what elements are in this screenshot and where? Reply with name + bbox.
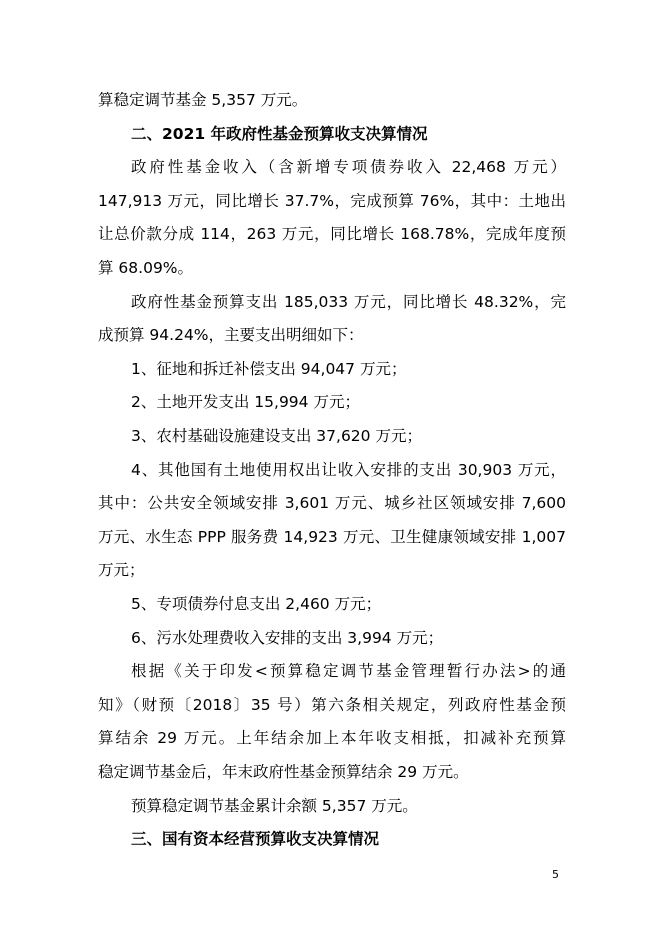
- list-item: 1、征地和拆迁补偿支出 94,047 万元；: [131, 360, 407, 378]
- paragraph-line: 万元；: [98, 561, 145, 579]
- list-item: 2、土地开发支出 15,994 万元；: [131, 393, 360, 411]
- page-number: 5: [552, 868, 559, 881]
- paragraph-line: 147,913 万元，同比增长 37.7%，完成预算 76%，其中：土地出: [98, 192, 566, 210]
- paragraph-line: 政府性基金收入（含新增专项债券收入 22,468 万元）: [131, 158, 566, 176]
- paragraph-line: 算稳定调节基金 5,357 万元。: [98, 91, 308, 109]
- section-heading: 三、国有资本经营预算收支决算情况: [131, 830, 380, 848]
- section-heading: 二、2021 年政府性基金预算收支决算情况: [131, 125, 428, 143]
- paragraph-line: 让总价款分成 114，263 万元，同比增长 168.78%，完成年度预: [98, 225, 566, 243]
- paragraph-line: 根据《关于印发<预算稳定调节基金管理暂行办法>的通: [131, 662, 566, 680]
- paragraph-line: 预算稳定调节基金累计余额 5,357 万元。: [131, 797, 418, 815]
- paragraph-line: 知》（财预〔2018〕35 号）第六条相关规定，列政府性基金预: [98, 696, 566, 714]
- paragraph-line: 政府性基金预算支出 185,033 万元，同比增长 48.32%，完: [131, 293, 566, 311]
- paragraph-line: 其中：公共安全领域安排 3,601 万元、城乡社区领域安排 7,600: [98, 494, 566, 512]
- list-item: 4、其他国有土地使用权出让收入安排的支出 30,903 万元，: [131, 461, 566, 479]
- paragraph-line: 万元、水生态 PPP 服务费 14,923 万元、卫生健康领域安排 1,007: [98, 528, 566, 546]
- paragraph-line: 成预算 94.24%，主要支出明细如下：: [98, 326, 364, 344]
- list-item: 6、污水处理费收入安排的支出 3,994 万元；: [131, 629, 444, 647]
- paragraph-line: 算 68.09%。: [98, 259, 194, 277]
- paragraph-line: 稳定调节基金后，年末政府性基金预算结余 29 万元。: [98, 763, 469, 781]
- paragraph-line: 算结余 29 万元。上年结余加上本年收支相抵，扣减补充预算: [98, 729, 566, 747]
- list-item: 5、专项债券付息支出 2,460 万元；: [131, 595, 382, 613]
- list-item: 3、农村基础设施建设支出 37,620 万元；: [131, 427, 422, 445]
